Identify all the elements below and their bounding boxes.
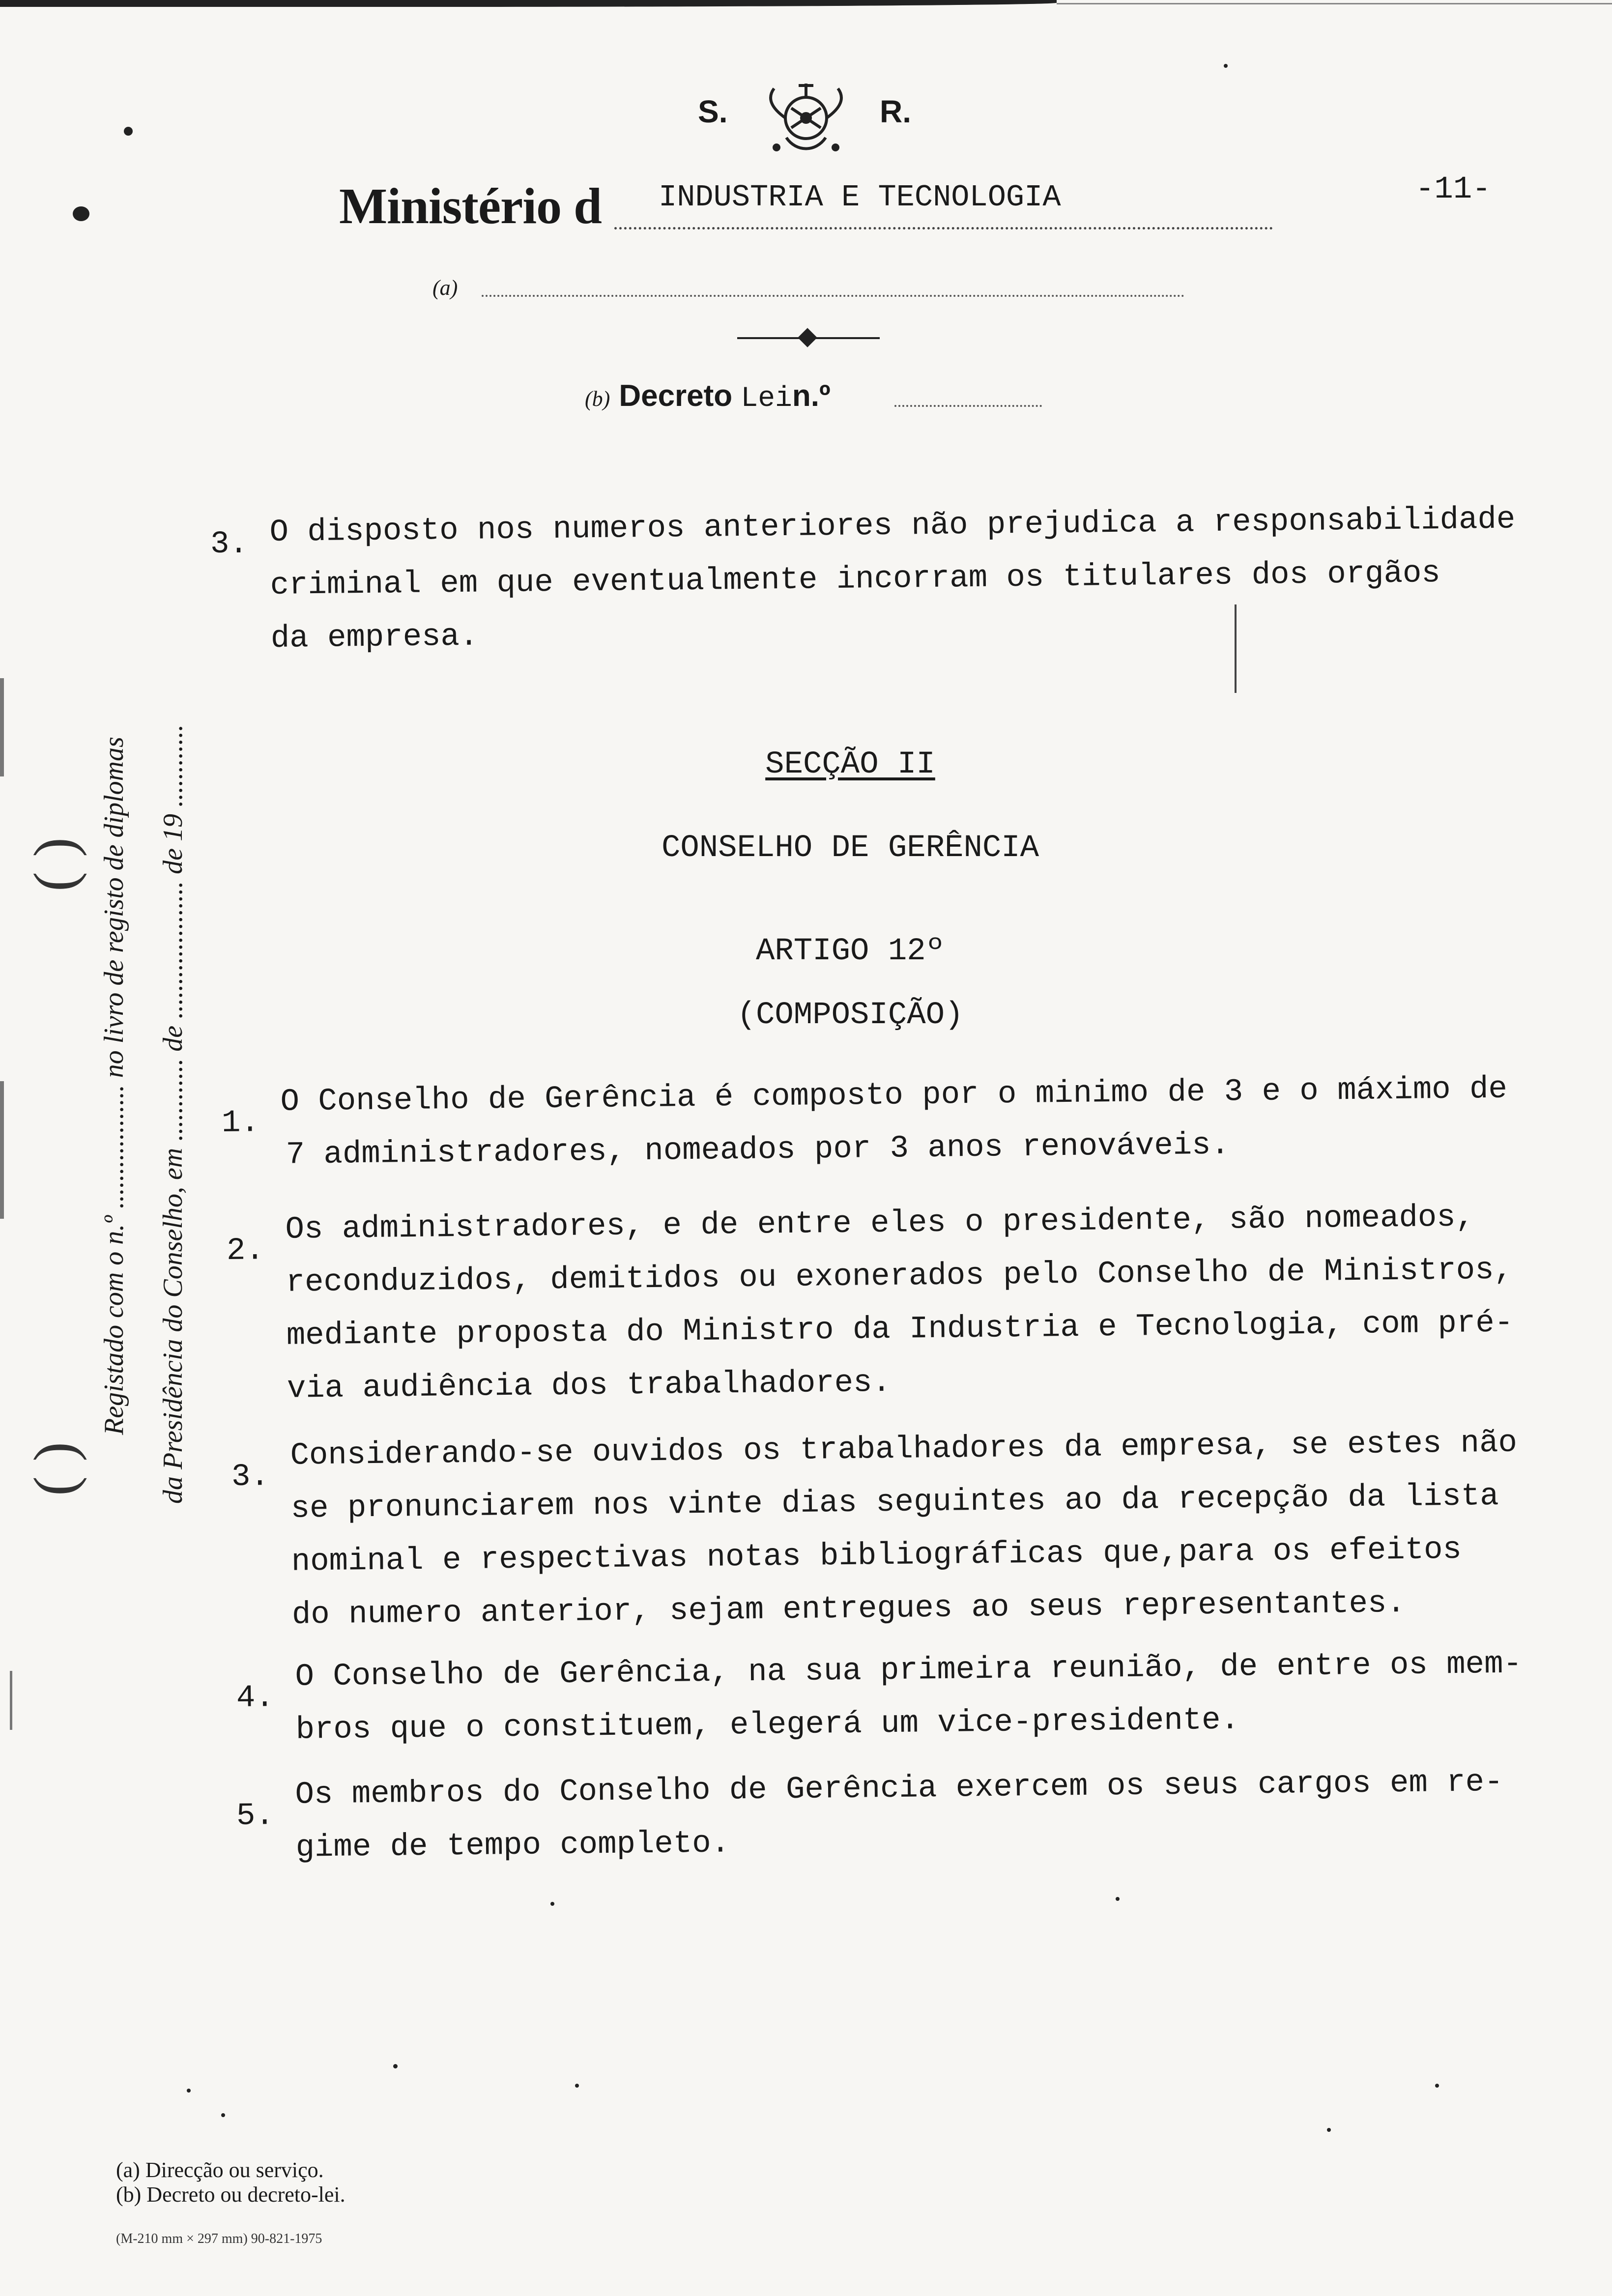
section-title: SECÇÃO II [765, 747, 935, 782]
item-text [280, 1063, 1508, 1182]
item-line: Os membros do Conselho de Gerência exercem os seus cargos em re- [295, 1765, 1503, 1813]
decree-label: Decreto [619, 379, 733, 413]
ministry-prefix: Ministério d [339, 178, 602, 234]
decree-handwritten: Lei [741, 383, 792, 415]
decree-suffix: n.º [792, 379, 831, 413]
pencil-mark [1235, 604, 1237, 693]
item-text [295, 1638, 1523, 1757]
item-text [295, 1756, 1504, 1875]
letterhead-r: R. [880, 94, 911, 129]
page-number: -11- [1415, 172, 1491, 207]
speck [1224, 64, 1228, 68]
item-line: se pronunciarem nos vinte dias seguintes ao da recepção da lista [290, 1478, 1499, 1527]
para3-text [269, 493, 1517, 665]
speck [550, 1902, 554, 1906]
item-line: Os administradores, e de entre eles o presidente, são nomeados, [285, 1200, 1475, 1248]
article-title: ARTIGO 12º [755, 934, 945, 969]
letterhead-sr [698, 79, 944, 167]
edge-mark [0, 678, 4, 776]
speck [1116, 1897, 1120, 1901]
field-b-label: (b) [585, 387, 610, 411]
ministry-name: INDUSTRIA E TECNOLOGIA [659, 180, 1061, 215]
item-line: reconduzidos, demitidos ou exonerados pelo Conselho de Ministros, [286, 1252, 1513, 1301]
item-line: via audiência dos trabalhadores. [287, 1365, 892, 1407]
margin-registo: Registado com o n.º .................. no livro de registo de diplomas [99, 737, 129, 1435]
item-line: O Conselho de Gerência, na sua primeira reunião, de entre os mem- [295, 1646, 1523, 1695]
margin-bracket-bottom: ( ) [21, 1442, 87, 1496]
section-subtitle: CONSELHO DE GERÊNCIA [661, 831, 1039, 866]
top-edge-line-thin [1057, 3, 1612, 4]
item-number: 4. [236, 1680, 275, 1716]
item-text [285, 1191, 1514, 1416]
decree-dotted-line [894, 402, 1042, 407]
item-number: 5. [236, 1798, 275, 1834]
speck [221, 2113, 225, 2117]
para3-line: O disposto nos numeros anteriores não prejudica a responsabilidade [269, 502, 1516, 550]
footnote-a: (a) Direcção ou serviço. [116, 2158, 324, 2182]
item-line: gime de tempo completo. [295, 1826, 730, 1866]
field-a-dotted-line [482, 291, 1184, 297]
speck [393, 2064, 398, 2068]
edge-mark [0, 1081, 4, 1219]
ornament-diamond [798, 328, 817, 347]
para3-number: 3. [210, 527, 248, 562]
margin-bracket-top: ( ) [21, 837, 87, 891]
para3-line: criminal em que eventualmente incorram os titulares dos orgãos [270, 556, 1441, 603]
item-line: O Conselho de Gerência é composto por o minimo de 3 e o máximo de [280, 1071, 1508, 1120]
margin-presidencia: da Presidência do Conselho, em ............ de .................... de 19 ............ [158, 724, 188, 1504]
item-number: 1. [221, 1105, 260, 1141]
coat-of-arms-icon [757, 79, 855, 162]
speck [73, 206, 89, 221]
item-line: mediante proposta do Ministro da Industria e Tecnologia, com pré- [286, 1305, 1514, 1354]
item-line: 7 administradores, nomeados por 3 anos renováveis. [286, 1127, 1230, 1173]
article-subtitle: (COMPOSIÇÃO) [737, 998, 964, 1033]
item-line: nominal e respectivas notas bibliográficas que,para os efeitos [291, 1532, 1462, 1580]
decree-line [585, 378, 831, 415]
speck [124, 127, 133, 136]
item-number: 2. [226, 1233, 265, 1269]
item-text [290, 1417, 1519, 1642]
speck [575, 2084, 579, 2088]
speck [1435, 2084, 1439, 2088]
print-code: (M-210 mm × 297 mm) 90-821-1975 [116, 2231, 322, 2246]
item-line: do numero anterior, sejam entregues ao seus representantes. [291, 1585, 1406, 1633]
letterhead-s: S. [698, 94, 728, 129]
footnote-b: (b) Decreto ou decreto-lei. [116, 2182, 345, 2207]
item-line: Considerando-se ouvidos os trabalhadores da empresa, se estes não [290, 1425, 1518, 1474]
item-number: 3. [231, 1459, 270, 1495]
para3-line: da empresa. [270, 619, 479, 657]
item-line: bros que o constituem, elegerá um vice-presidente. [295, 1702, 1240, 1748]
top-edge-line [0, 0, 1057, 7]
speck [1327, 2128, 1331, 2132]
field-a-label: (a) [432, 276, 458, 300]
speck [187, 2089, 191, 2093]
edge-mark [10, 1671, 12, 1730]
